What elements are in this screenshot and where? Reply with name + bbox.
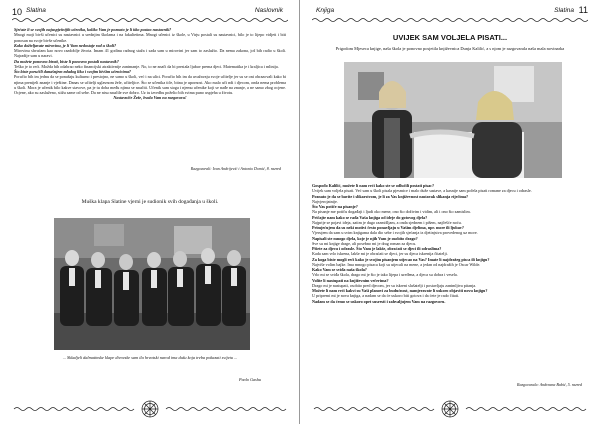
left-interview-answer: Mirovinu shvaćam kao novo razdoblje života. Imam 41 godinu radnog staža i sada sam u mirovini jer sam to zaslužio. Da nema zakona, još bih radio u školi. Najradije sam u naravi. [14,48,286,59]
right-interview-answer: U pripremi mi je nova knjiga, a nadam se da će uskoro biti gotova i da ćete je rado čitati. [312,293,460,299]
left-magazine-name: Slatina [26,7,46,14]
left-page-number: 10 [12,7,23,17]
right-footer-ornament [300,400,600,418]
right-interview-question: Pričajte nam kako se rađa Vaša knjiga od ideje do gotovog djela? [312,214,428,220]
right-interview-answer: Kada sam vrlo iskrena, lakše mi je obraćati se djeci, jer su djeca iskrenija čitatelji. [312,251,448,257]
right-interview-question: Za koga biste mogli reći kako je svojim pisanjem utjecao na Vas? Imate li najdražeg pisca ili knjigu? [312,256,490,262]
writer-photo [344,62,562,178]
article-title: UVIJEK SAM VOLJELA PISATI... [392,33,508,42]
right-interview-question: Gospođo Kalilić, možete li nam reći kako ste se odlučili postati pisac? [312,183,435,188]
klapa-photo-caption: Muška klapa Slatine vjerni je sudionik svih događanja u školi. [81,199,219,205]
right-interview-question: Pišete za djecu i odrasle. Što Vam je lakše, obraćati se djeci ili odraslima? [312,246,442,251]
right-interview-text [312,183,588,304]
article-intro: Prigodom Mjeseca knjige, naša škola je ponovno posjetila književnica Dunja Kalilić, a s njom je razgovarala naša mala novinarka [335,46,565,51]
right-interview-question: Volite li nastupati na književnim večerima? [312,277,389,283]
left-header [0,4,299,18]
right-interview-question: Kako Vam se sviđa naša škola? [312,267,367,272]
right-interview-answer: Uvijek sam voljela pisati. Već sam u školi pisala pjesmice i malo duže sastave, a kasnije sam počela pisati romane za djecu i odrasle. [312,188,532,194]
right-section-name: Knjiga [316,7,335,14]
right-interview-question: Nadam se da ćemo se uskoro opet susresti i zahvaljujem Vam na razgovoru. [312,298,446,304]
right-interview-question: Možete li nam reći kakvi su Vaši planovi za budućnost, namjeravate li uskoro objaviti novu knjigu? [312,288,488,293]
left-interview-signature: Razgovarali: Ivan Andrijević i Antonio Domić, 8. razred [190,166,281,171]
right-page-number: 11 [578,5,588,15]
left-interview-question: Sjećate li se svojih najuspješnijih učenika, koliko Vam je poznato je li itko postao nastavnik? [14,27,172,32]
right-interview-question: Što Vas potiče na pisanje? [312,204,358,209]
right-interview-question: Primjećujem da su neki motivi često ponavljaju u Vašim djelima, npr. more ili ljubav? [312,225,464,230]
writer-photo-image [344,62,562,178]
klapa-photo-image [54,218,250,350]
right-interview-answer: Drago mi je nastupati, osobito pred djecom, jer su iskreni slušatelji i postavljaju zanimljiva pitanja. [312,282,477,288]
right-interview-answer: Na pisanje me potiču događaji i ljudi oko mene, ono što doživim i vidim, ali i ono što zamislim. [312,209,471,215]
left-interview-answer: Poručio bih im jednu da se ponašaju kulturno i prestojno, ne samo u školi, već i na ulici. Poručio bih im da uvažavaju svoje učitelje jer su se oni obrazovali kako bi njima prenijeli znanje i vještine. Danas se učitelji uglavnom žele, učiteljice. Što se učenika tiče, bitna je upornost. Ako malo uči ndi i djecom, onda nema problema u školi. Mora je učenik bilo kakve stavove, pa je tu doba među njima se naučiti. Učenik sam stoga i njemu učenike koji se nađe na znanje, a ne samo zbog ocjene. Ocjene, ako su zasluženo, stižu same od sebe. Da ne nisu naučile sve dobro. Uz tu izvedbu poželio bih svima puno uspjeha u životu. [14,74,286,95]
left-interview-answer: Teško je to reći. Možda bih odabrao neko financijski atraktivnije zanimanje. No, to ne znači da bi prestala ljubav prema djeci. Matematika je i kraljica i mlinija. [14,63,279,69]
right-header-wave [312,17,588,23]
left-header-wave [12,17,288,23]
left-interview-question: Nastavniče Žeže, hvala Vam na razgovoru! [113,95,187,101]
right-header [300,4,600,18]
left-interview-text [14,27,286,101]
right-interview-question: Napisali ste mnogo djela, koje je njih Vam je osobito drago? [312,235,418,241]
right-page [300,0,600,424]
left-section-name: Naslovnik [254,7,283,14]
left-interview-answer: Mnogi moji bivši učenici su nastavnici u srednjim školama i na fakultetima. Mnogi učenici iz škole, u Virju postali su nastavnici, bilo je to lijepo vidjeti i biti ponosan na svoje bivše učenike. [14,32,286,43]
right-magazine-name: Slatina [554,7,574,14]
left-footer-ornament [0,400,300,418]
klapa-photo-quote: ... Skladjeli dalmatinske klape divovske sam ila hrvatski narod ima dušu koja treba pokazati svijetu ... [62,355,238,360]
left-interview-question: Kako doživljavate mirovinu, je li Vam nedostaje rad u školi? [14,42,117,48]
right-interview-answer: Najvjerojatnije. [312,198,338,204]
right-interview-answer: Najviše volim bajke. Ima mnogo pisaca koji su utjecali na mene, a jedan od najdražih je Oscar Wilde. [312,261,481,267]
klapa-photo [54,218,250,350]
right-interview-answer: Vjerujem da sam u svim knjigama dala dio sebe i svojih sjećanja iz djetinjstva provedenog uz more. [312,230,478,236]
right-interview-signature: Razgovarala: Andreana Babić, 5. razred [517,382,582,387]
right-interview-question: Poznato je da se bavite i slikarstvom, je li za Vas književnost nastavak slikanja riječima? [312,193,469,199]
right-interview-answer: Najprije se pojavi ideja, zatim je dugo razmišljam, a onda sjednem i pišem, najčešće noću. [312,219,462,225]
left-interview-question: Da možete ponovno birati, biste li ponovno postali nastavnik? [14,58,119,64]
right-interview-answer: Vrlo mi se sviđa škola, drago mi je što je tako lijepa i uređena, a djeca su dobra i vesela. [312,272,458,278]
klapa-photo-credit: Paolo Gashu [239,377,261,382]
left-interview-question: Što biste poručili današnjem mladog liku i svojim bivšim učenicima? [14,69,131,74]
right-interview-answer: Sve su mi knjige drage, ali posebno mi je drag roman za djecu. [312,240,417,246]
